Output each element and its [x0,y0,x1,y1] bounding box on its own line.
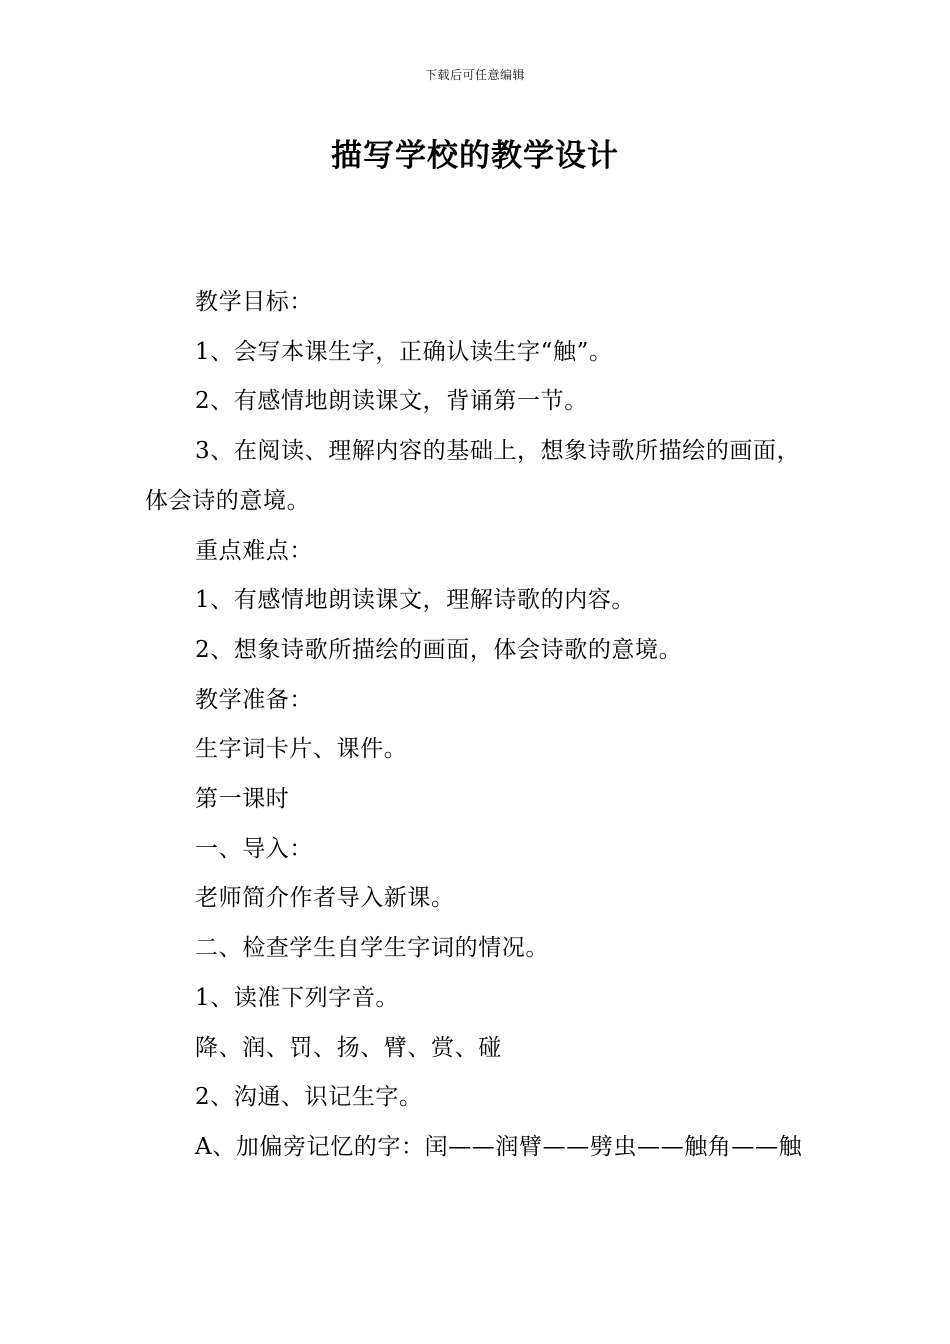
document-body [145,278,810,1173]
step-content: 老师简介作者导入新课。 [195,885,455,912]
key-point-item: 2、想象诗歌所描绘的画面，体会诗歌的意境。 [195,636,683,663]
step-item: 1、读准下列字音。 [195,984,400,1011]
character-list: 降、润、罚、扬、臂、赏、碰 [195,1034,502,1061]
lesson-heading: 第一课时 [195,786,290,813]
key-point-item: 1、有感情地朗读课文，理解诗歌的内容。 [195,587,636,614]
header-note: 下载后可任意编辑 [424,68,525,82]
preparation-item: 生字词卡片、课件。 [195,736,408,763]
document-title: 描写学校的教学设计 [331,138,619,174]
objective-item: 3、在阅读、理解内容的基础上，想象诗歌所描绘的画面，体会诗的意境。 [145,438,801,514]
objective-item: 1、会写本课生字，正确认读生字“触”。 [195,338,613,365]
step-item: 2、沟通、识记生字。 [195,1084,423,1111]
objective-item: 2、有感情地朗读课文，背诵第一节。 [195,388,588,415]
section-heading-preparation: 教学准备： [195,686,313,713]
step-heading: 一、导入： [195,835,313,862]
section-heading-objectives: 教学目标： [195,289,313,315]
step-heading: 二、检查学生自学生字词的情况。 [195,935,549,962]
section-heading-key-points: 重点难点： [195,537,313,564]
step-item: A、加偏旁记忆的字：闰——润臂——劈虫——触角——触 [195,1133,803,1160]
